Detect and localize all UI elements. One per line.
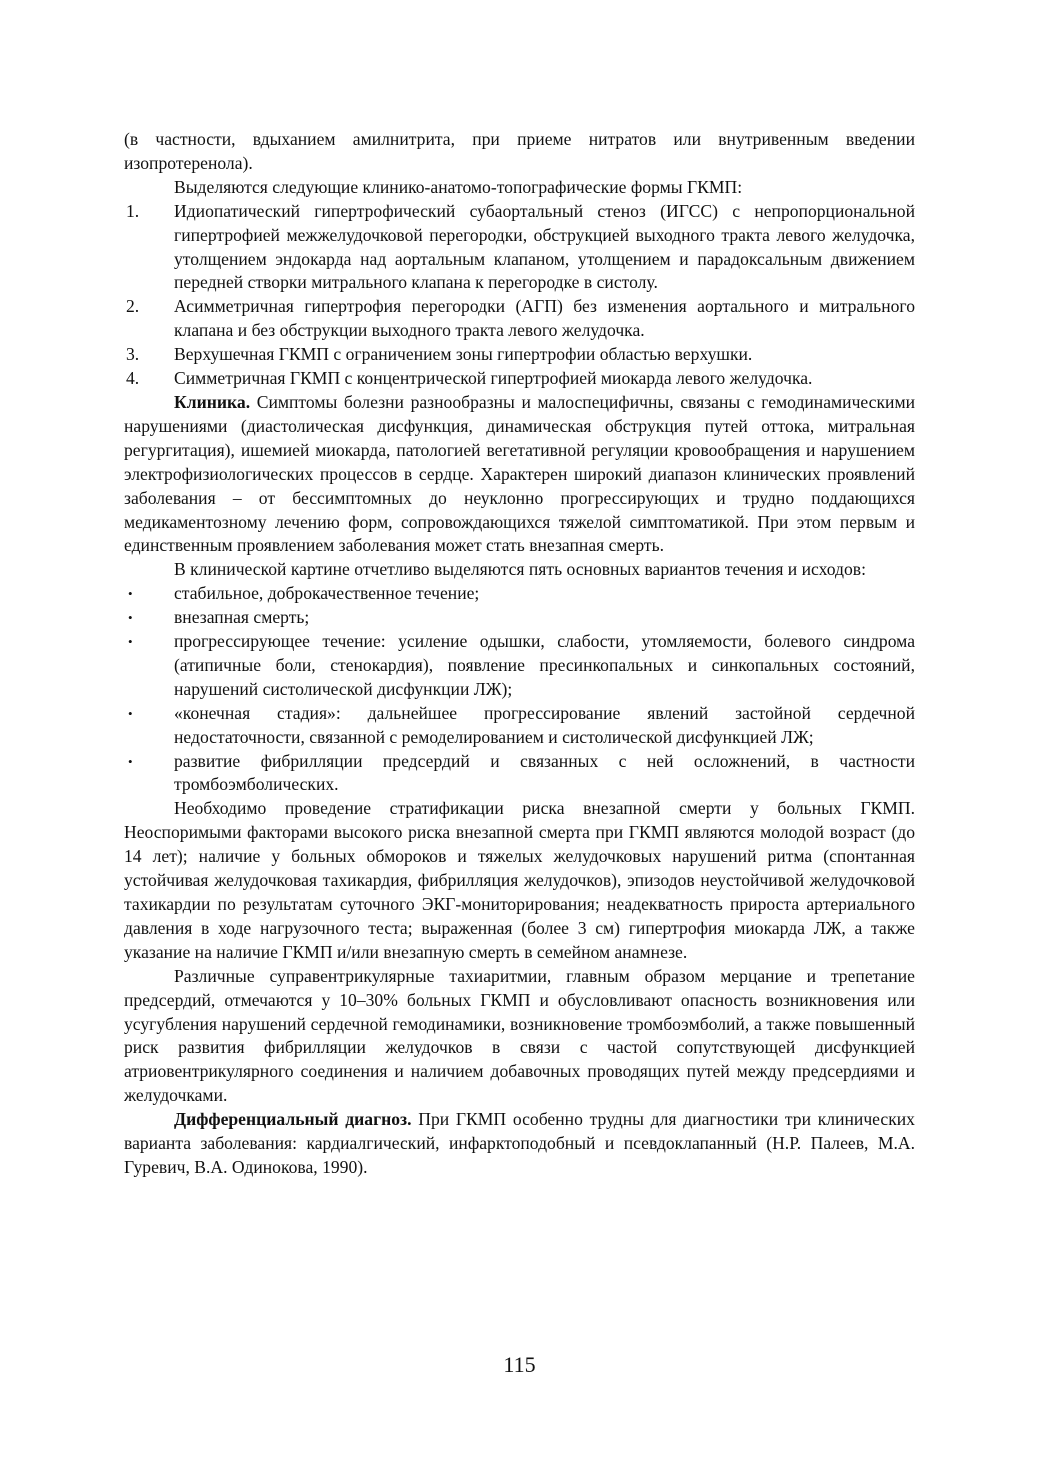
list-item-text: стабильное, доброкачественное течение; bbox=[174, 583, 480, 604]
list-item bbox=[124, 200, 915, 296]
list-item bbox=[124, 367, 915, 391]
paragraph-clinic bbox=[124, 391, 915, 558]
list-item-text: развитие фибрилляции предсердий и связанных с ней осложнений, в частности тромбоэмболических. bbox=[174, 750, 915, 795]
list-item-text: прогрессирующее течение: усиление одышки, слабости, утомляемости, болевого синдрома (атипичные боли, стенокардия), появление пресинкопальных и синкопальных состояний, нарушений систолической дисфункции ЛЖ); bbox=[174, 631, 915, 699]
list-number: 4. bbox=[126, 368, 140, 389]
list-item-text: внезапная смерть; bbox=[174, 607, 310, 628]
list-item bbox=[124, 295, 915, 343]
list-number: 3. bbox=[126, 344, 140, 365]
list-item-text: Симметричная ГКМП с концентрической гипертрофией миокарда левого желудочка. bbox=[174, 368, 813, 389]
clinic-heading: Клиника. bbox=[174, 391, 251, 412]
differential-text: При ГКМП особенно трудны для диагностики три клинических варианта заболевания: кардиалгический, инфарктоподобный и псевдоклапанный (Н.Р. Палеев, М.А. Гуревич, В.А. Одинокова, 1990). bbox=[124, 1109, 915, 1177]
list-item bbox=[124, 630, 915, 702]
variants-list bbox=[124, 582, 915, 797]
list-item-text: Верхушечная ГКМП с ограничением зоны гипертрофии областью верхушки. bbox=[174, 344, 753, 365]
list-item-text: Идиопатический гипертрофический субаортальный стеноз (ИГСС) с непропорциональной гипертрофией межжелудочковой перегородки, обструкцией выходного тракта левого желудочка, утолщением эндокарда над аортальным клапаном, утолщением и парадоксальным движением передней створки митрального клапана к перегородке в систолу. bbox=[174, 200, 915, 293]
bullet-icon: • bbox=[128, 634, 133, 650]
list-item bbox=[124, 343, 915, 367]
paragraph-variants-intro: В клинической картине отчетливо выделяются пять основных вариантов течения и исходов: bbox=[174, 559, 866, 580]
list-number: 2. bbox=[126, 296, 140, 317]
clinic-text: Симптомы болезни разнообразны и малоспецифичны, связаны с гемодинамическими нарушениями (диастолическая дисфункция, динамическая обструкция путей оттока, митральная регургитация), ишемией миокарда, патологией вегетативной регуляции кровообращения и нарушением электрофизиологических процессов в сердце. Характерен широкий диапазон клинических проявлений заболевания – от бессимптомных до неуклонно прогрессирующих и трудно поддающихся медикаментозному лечению форм, сопровождающихся тяжелой симптоматикой. При этом первым и единственным проявлением заболевания может стать внезапная смерть. bbox=[124, 391, 915, 556]
bullet-icon: • bbox=[128, 753, 133, 769]
paragraph-arrhythmia: Различные суправентрикулярные тахиаритмии, главным образом мерцание и трепетание предсердий, отмечаются у 10–30% больных ГКМП и обусловливают опасность возникновения или усугубления нарушений сердечной гемодинамики, возникновение тромбоэмболий, а также повышенный риск развития фибрилляции желудочков в связи с частой сопутствующей дисфункцией атриовентрикулярного соединения и наличием добавочных проводящих путей между предсердиями и желудочками. bbox=[124, 965, 915, 1106]
bullet-icon: • bbox=[128, 610, 133, 626]
list-item-text: «конечная стадия»: дальнейшее прогрессирование явлений застойной сердечной недостаточности, связанной с ремоделированием и систолической дисфункцией ЛЖ; bbox=[174, 702, 915, 747]
list-item bbox=[124, 606, 915, 630]
list-item bbox=[124, 750, 915, 798]
list-item bbox=[124, 582, 915, 606]
list-item bbox=[124, 702, 915, 750]
bullet-icon: • bbox=[128, 586, 133, 602]
list-number: 1. bbox=[126, 200, 140, 221]
bullet-icon: • bbox=[128, 705, 133, 721]
paragraph-differential bbox=[124, 1108, 915, 1180]
list-item-text: Асимметричная гипертрофия перегородки (АГП) без изменения аортального и митрального клапана и без обструкции выходного тракта левого желудочка. bbox=[174, 296, 915, 341]
forms-list bbox=[124, 200, 915, 391]
paragraph-continuation: (в частности, вдыханием амилнитрита, при приеме нитратов или внутривенным введении изопротеренола). bbox=[124, 129, 915, 173]
paragraph-forms-intro: Выделяются следующие клинико-анатомо-топографические формы ГКМП: bbox=[174, 176, 743, 197]
paragraph-risk: Необходимо проведение стратификации риска внезапной смерти у больных ГКМП. Неоспоримыми факторами высокого риска внезапной смерта при ГКМП являются молодой возраст (до 14 лет); наличие у больных обмороков и тяжелых желудочковых нарушений ритма (спонтанная устойчивая желудочковая тахикардия, фибрилляция желудочков), эпизодов неустойчивой желудочковой тахикардии по результатам суточного ЭКГ-мониторирования; неадекватность прироста артериального давления в ходе нагрузочного теста; выраженная (более 3 см) гипертрофия миокарда ЛЖ, а также указание на наличие ГКМП и/или внезапную смерть в семейном анамнезе. bbox=[124, 798, 915, 962]
page-number: 115 bbox=[503, 1352, 536, 1377]
differential-heading: Дифференциальный диагноз. bbox=[174, 1109, 412, 1130]
